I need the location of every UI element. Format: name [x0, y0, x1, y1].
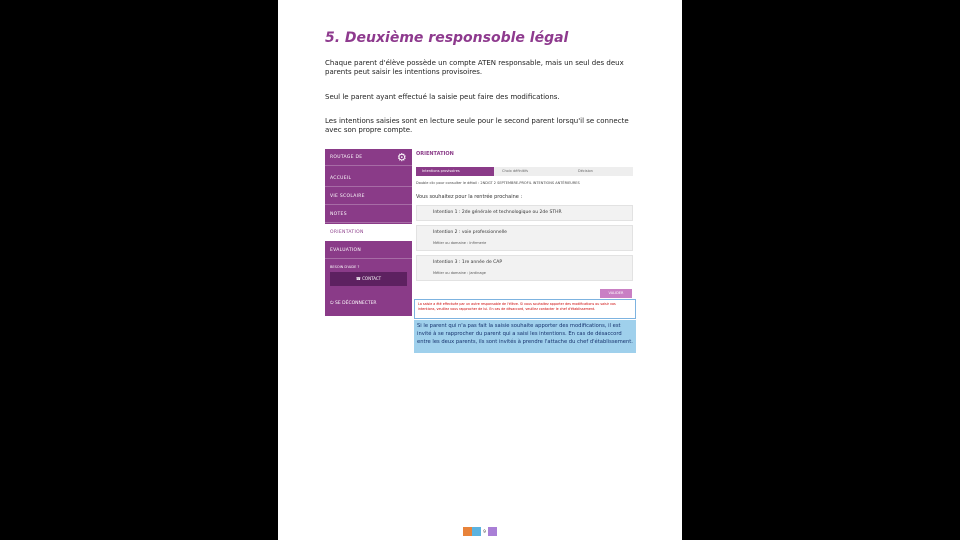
contact-block — [325, 263, 412, 293]
contact-button[interactable] — [330, 272, 407, 286]
sidebar-item-home[interactable] — [325, 149, 412, 166]
phone-icon: ☎ — [355, 276, 363, 281]
document-title: 5. Deuxième responsoble légal — [325, 30, 569, 46]
sidebar-item-notes[interactable]: NOTES — [325, 206, 412, 223]
info-callout: Si le parent qui n'a pas fait la saisie souhaite apporter des modifications, il est invité à se rapprocher du parent qui a saisi les intentions. En cas de désaccord entre les deux parents, ils sont invités à prendre l'attache du chef d'établissement. — [414, 320, 636, 353]
power-icon: ⏻ — [330, 301, 335, 306]
contact-button-label: CONTACT — [362, 276, 382, 281]
intention-subtitle: Métier ou domaine : Jardinage — [433, 271, 486, 275]
sidebar-item-vie-scolaire[interactable]: VIE SCOLAIRE — [325, 188, 412, 205]
page-footer — [463, 527, 497, 536]
intention-card[interactable] — [416, 255, 633, 281]
sidebar-item-evaluation[interactable]: EVALUATION — [325, 242, 412, 259]
logout-button[interactable] — [325, 297, 412, 311]
footer-square-purple — [488, 527, 497, 536]
page-number: 9 — [483, 529, 486, 534]
step-decision[interactable]: Décision — [578, 169, 593, 173]
section-title: ORIENTATION — [416, 151, 454, 157]
footer-square-orange — [463, 527, 472, 536]
intention-subtitle: Métier ou domaine : Infirmerie — [433, 241, 487, 245]
details-note: Double clic pour consulter le détail : 2NDGT 2 SEPTEMBRE-PROFIL INTENTIONS ANTÉRIEURES — [416, 181, 580, 185]
logout-label: SE DÉCONNECTER — [335, 301, 377, 306]
step-choix[interactable]: Choix définitifs — [502, 169, 529, 173]
paragraph-read-only: Les intentions saisies sont en lecture seule pour le second parent lorsqu'il se connecte avec son propre compte. — [325, 117, 629, 134]
intention-title: Intention 2 : voie professionnelle — [433, 230, 507, 235]
intention-card[interactable] — [416, 205, 633, 221]
document-page — [278, 0, 682, 540]
warning-message: La saisie a été effectuée par un autre responsable de l'élève. Si vous souhaitez apporter des modifications ou saisir vos intentions, veuillez vous rapprocher de lui. En cas de désaccord, veuillez contacter le chef d'établissement. — [414, 299, 636, 319]
embedded-screenshot — [325, 149, 635, 355]
paragraph-accounts: Chaque parent d'élève possède un compte ATEN responsable, mais un seul des deux parents peut saisir les intentions provisoires. — [325, 59, 624, 76]
wishes-heading: Vous souhaitez pour la rentrée prochaine : — [416, 194, 523, 200]
orientation-panel — [416, 149, 633, 355]
paragraph-modifications: Seul le parent ayant effectué la saisie peut faire des modifications. — [325, 93, 560, 101]
step-intentions[interactable]: Intentions provisoires — [416, 167, 494, 176]
sidebar-item-accueil[interactable]: ACCUEIL — [325, 170, 412, 187]
contact-label: BESOIN D'AIDE ? — [330, 265, 360, 269]
sidebar — [325, 149, 412, 316]
intention-title: Intention 3 : 1re année de CAP — [433, 260, 503, 265]
step-progress — [416, 167, 633, 176]
intention-title: Intention 1 : 2de générale et technologique ou 2de STHR — [433, 210, 562, 215]
sidebar-item-label: ROUTAGE DE — [330, 155, 363, 160]
footer-square-blue — [472, 527, 481, 536]
gear-icon[interactable]: ⚙ — [396, 151, 407, 164]
validate-button[interactable]: VALIDER — [600, 289, 632, 298]
intention-card[interactable] — [416, 225, 633, 251]
sidebar-item-orientation[interactable]: ORIENTATION — [325, 224, 412, 241]
